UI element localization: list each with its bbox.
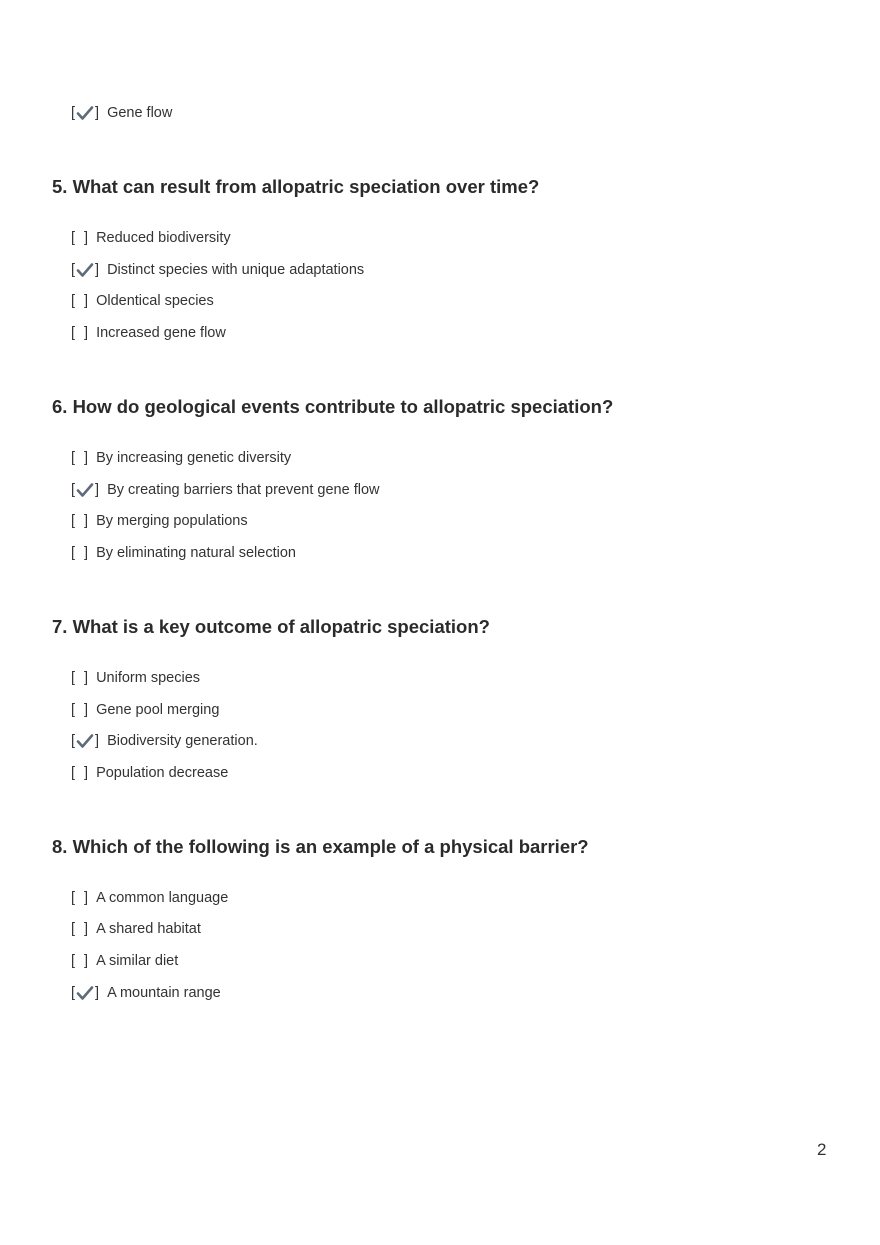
check-mark-icon bbox=[76, 105, 94, 121]
question-title: 7. What is a key outcome of allopatric speciation? bbox=[52, 616, 490, 637]
checkbox[interactable]: [ ] bbox=[71, 670, 89, 686]
option-label: Distinct species with unique adaptations bbox=[107, 262, 365, 278]
option-label: Reduced biodiversity bbox=[96, 230, 231, 246]
checkbox-option[interactable] bbox=[71, 763, 228, 783]
checkbox-option[interactable] bbox=[71, 291, 214, 311]
checkbox-option[interactable] bbox=[71, 731, 258, 751]
checkbox-option[interactable] bbox=[71, 983, 221, 1003]
option-label: Uniform species bbox=[96, 670, 201, 686]
checkbox-option[interactable] bbox=[71, 480, 379, 500]
checkbox-option[interactable] bbox=[71, 103, 172, 123]
checkbox-option[interactable] bbox=[71, 228, 231, 248]
checkbox[interactable]: [ ] bbox=[71, 482, 100, 498]
checkbox[interactable]: [ ] bbox=[71, 262, 100, 278]
checkbox-option[interactable] bbox=[71, 511, 248, 531]
checkbox-option[interactable] bbox=[71, 260, 364, 280]
checkbox[interactable]: [ ] bbox=[71, 325, 89, 341]
option-label: A similar diet bbox=[96, 953, 179, 969]
checkbox[interactable]: [ ] bbox=[71, 230, 89, 246]
question-title: 8. Which of the following is an example of a physical barrier? bbox=[52, 836, 589, 857]
checkbox-option[interactable] bbox=[71, 668, 200, 688]
page-number: 2 bbox=[817, 1140, 827, 1159]
option-label: Population decrease bbox=[96, 765, 229, 781]
option-label: By eliminating natural selection bbox=[96, 545, 296, 561]
option-label: Increased gene flow bbox=[96, 325, 226, 341]
option-label: By merging populations bbox=[96, 513, 248, 529]
check-mark-icon bbox=[76, 262, 94, 278]
checkbox[interactable]: [ ] bbox=[71, 733, 100, 749]
checkbox[interactable]: [ ] bbox=[71, 105, 100, 121]
option-label: Gene flow bbox=[107, 105, 173, 121]
option-label: By creating barriers that prevent gene flow bbox=[107, 482, 380, 498]
checkbox[interactable]: [ ] bbox=[71, 293, 89, 309]
option-label: A shared habitat bbox=[96, 921, 201, 937]
checkbox[interactable]: [ ] bbox=[71, 953, 89, 969]
checkbox-option[interactable] bbox=[71, 700, 219, 720]
checkbox[interactable]: [ ] bbox=[71, 985, 100, 1001]
option-label: Gene pool merging bbox=[96, 702, 220, 718]
option-label: Oldentical species bbox=[96, 293, 214, 309]
checkbox-option[interactable] bbox=[71, 543, 296, 563]
check-mark-icon bbox=[76, 733, 94, 749]
checkbox[interactable]: [ ] bbox=[71, 513, 89, 529]
checkbox-option[interactable] bbox=[71, 448, 291, 468]
checkbox[interactable]: [ ] bbox=[71, 765, 89, 781]
checkbox-option[interactable] bbox=[71, 951, 178, 971]
checkbox[interactable]: [ ] bbox=[71, 450, 89, 466]
checkbox-option[interactable] bbox=[71, 919, 201, 939]
checkbox[interactable]: [ ] bbox=[71, 545, 89, 561]
check-mark-icon bbox=[76, 985, 94, 1001]
check-mark-icon bbox=[76, 482, 94, 498]
checkbox-option[interactable] bbox=[71, 888, 228, 908]
option-label: Biodiversity generation. bbox=[107, 733, 258, 749]
option-label: By increasing genetic diversity bbox=[96, 450, 292, 466]
checkbox[interactable]: [ ] bbox=[71, 702, 89, 718]
question-title: 5. What can result from allopatric speciation over time? bbox=[52, 176, 540, 197]
question-title: 6. How do geological events contribute to allopatric speciation? bbox=[52, 396, 614, 417]
checkbox-option[interactable] bbox=[71, 323, 226, 343]
option-label: A mountain range bbox=[107, 985, 221, 1001]
checkbox[interactable]: [ ] bbox=[71, 921, 89, 937]
option-label: A common language bbox=[96, 890, 229, 906]
checkbox[interactable]: [ ] bbox=[71, 890, 89, 906]
